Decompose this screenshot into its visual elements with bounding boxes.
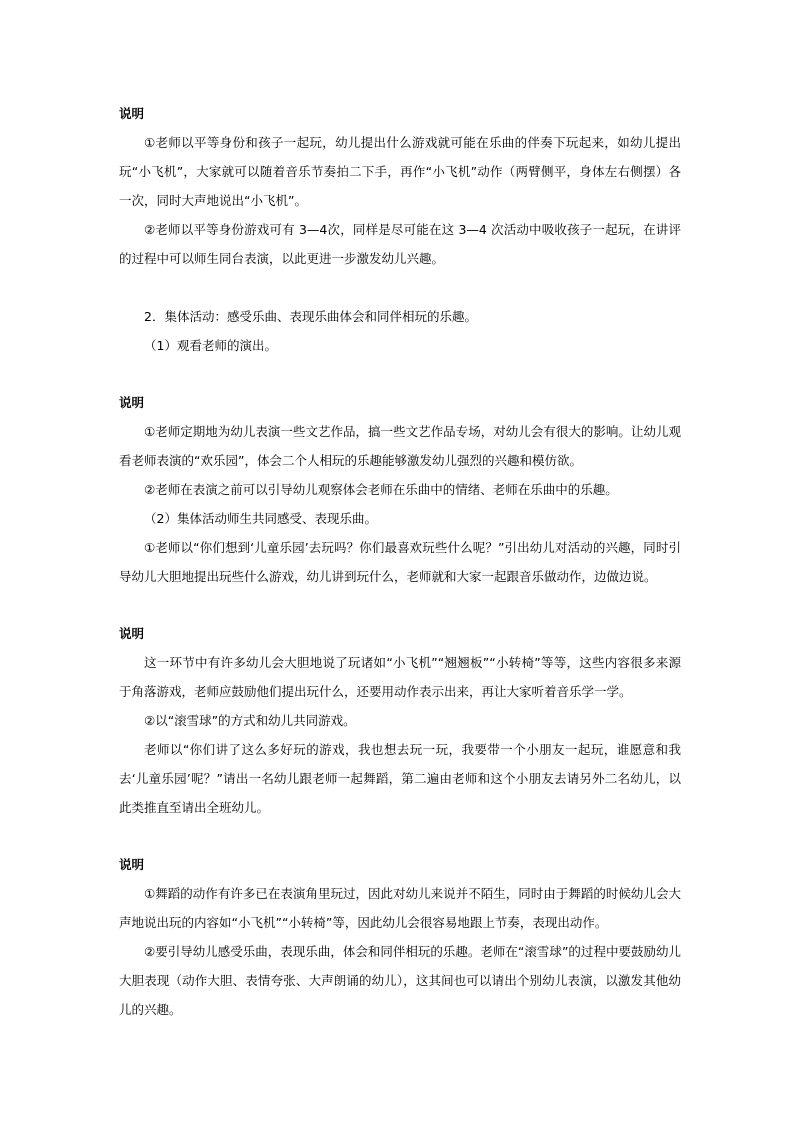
section-3 — [119, 389, 681, 591]
section-heading: 说明 — [119, 857, 145, 872]
paragraph: ①舞蹈的动作有许多已在表演角里玩过，因此对幼儿来说并不陌生，同时由于舞蹈的时候幼儿会大声地说出玩的内容如“小飞机”“小转椅”等，因此幼儿会很容易地跟上节奏，表现出动作。 — [119, 886, 681, 930]
section-5 — [119, 851, 681, 1024]
paragraph: 这一环节中有许多幼儿会大胆地说了玩诸如“小飞机”“翘翘板”“小转椅”等等，这些内容很多来源于角落游戏，老师应鼓励他们提出玩什么，还要用动作表示出来，再让大家听着音乐学一学。 — [119, 655, 681, 699]
paragraph: ②老师在表演之前可以引导幼儿观察体会老师在乐曲中的情绪、老师在乐曲中的乐趣。 — [144, 482, 618, 497]
paragraph: 老师以“你们讲了这么多好玩的游戏，我也想去玩一玩，我要带一个小朋友一起玩，谁愿意和我去‘儿童乐园’呢？”请出一名幼儿跟老师一起舞蹈，第二遍由老师和这个小朋友去请另外二名幼儿，以此类推直至请出全班幼儿。 — [119, 742, 681, 815]
section-1 — [119, 100, 681, 273]
section-heading: 说明 — [119, 106, 145, 121]
paragraph: ②要引导幼儿感受乐曲，表现乐曲，体会和同伴相玩的乐趣。老师在“滚雪球”的过程中要鼓励幼儿大胆表现（动作大胆、表情夸张、大声朗诵的幼儿），这其间也可以请出个别幼儿表演，以激发其他幼儿的兴趣。 — [119, 944, 681, 1017]
section-gap — [119, 822, 681, 851]
paragraph: （2）集体活动师生共同感受、表现乐曲。 — [144, 511, 377, 526]
section-gap — [119, 591, 681, 620]
document-body — [119, 100, 681, 1024]
paragraph: ①老师定期地为幼儿表演一些文艺作品，搞一些文艺作品专场，对幼儿会有很大的影响。让幼儿观看老师表演的“欢乐园”，体会二个人相玩的乐趣能够激发幼儿强烈的兴趣和模仿欲。 — [119, 424, 681, 468]
paragraph: （1）观看老师的演出。 — [144, 338, 277, 353]
paragraph: 2．集体活动：感受乐曲、表现乐曲体会和同伴相玩的乐趣。 — [144, 309, 477, 324]
section-heading: 说明 — [119, 395, 145, 410]
section-gap — [119, 360, 681, 389]
section-heading: 说明 — [119, 626, 145, 641]
section-gap — [119, 273, 681, 302]
section-4 — [119, 620, 681, 822]
section-2 — [119, 302, 681, 360]
paragraph: ②老师以平等身份游戏可有 3—4次，同样是尽可能在这 3—4 次活动中吸收孩子一起玩，在讲评的过程中可以师生同台表演，以此更进一步激发幼儿兴趣。 — [119, 222, 681, 266]
paragraph: ①老师以平等身份和孩子一起玩，幼儿提出什么游戏就可能在乐曲的伴奏下玩起来，如幼儿提出玩“小飞机”，大家就可以随着音乐节奏拍二下手，再作“小飞机”动作（两臂侧平，身体左右侧摆）各一次，同时大声地说出“小飞机”。 — [119, 135, 681, 208]
paragraph: ①老师以“你们想到‘儿童乐园’去玩吗？你们最喜欢玩些什么呢？”引出幼儿对活动的兴趣，同时引导幼儿大胆地提出玩些什么游戏，幼儿讲到玩什么，老师就和大家一起跟音乐做动作，边做边说。 — [119, 540, 681, 584]
paragraph: ②以“滚雪球”的方式和幼儿共同游戏。 — [144, 713, 356, 728]
